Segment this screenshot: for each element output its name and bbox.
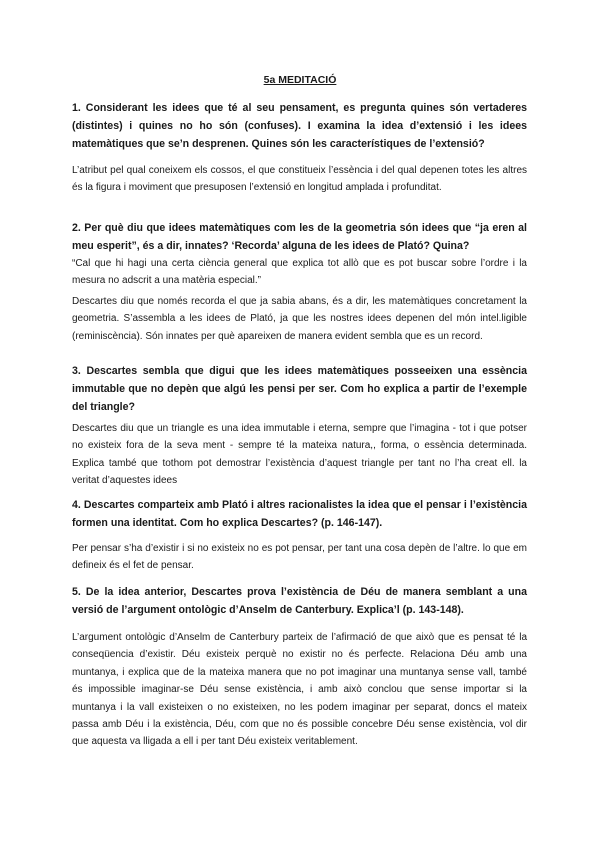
answer-1-block — [72, 162, 527, 197]
page-title: 5a MEDITACIÓ — [263, 74, 337, 86]
answer-3-block — [72, 420, 527, 490]
section-5 — [72, 583, 527, 619]
answer-1: L’atribut pel qual coneixem els cossos, el que constitueix l’essència i del qual depenen totes les altres és la figura i moviment que presuposen l’extensió en longitud amplada i profunditat. — [72, 165, 527, 194]
answer-2: Descartes diu que només recorda el que ja sabia abans, és a dir, les matemàtiques concretament la geometria. S’assembla a les idees de Plató, ja que les nostres idees depenen del món intel.ligible (reminiscència). Són innates per què apareixen de manera evident sembla que es un record. — [72, 296, 527, 342]
question-3: 3. Descartes sembla que digui que les idees matemàtiques posseeixen una essència immutable que no depèn que algú les pensi per ser. Com ho explica a partir de l’exemple del triangle? — [72, 365, 527, 413]
answer-4-block — [72, 540, 527, 575]
answer-2-block — [72, 293, 527, 345]
answer-5-block — [72, 629, 527, 751]
question-5: 5. De la idea anterior, Descartes prova l’existència de Déu de manera semblant a una versió de l’argument ontològic d’Anselm de Canterbury. Explica’l (p. 143-148). — [72, 586, 527, 616]
question-1: 1. Considerant les idees que té al seu pensament, es pregunta quines són vertaderes (distintes) i quines no ho són (confuses). I examina la idea d’extensió i les idees matemàtiques que se’n desprenen. Quines són les característiques de l’extensió? — [72, 102, 527, 150]
question-2: 2. Per què diu que idees matemàtiques com les de la geometria són idees que “ja eren al meu esperit”, és a dir, innates? ‘Recorda’ alguna de les idees de Plató? Quina? — [72, 222, 527, 252]
section-4 — [72, 496, 527, 532]
quote-2: “Cal que hi hagi una certa ciència general que explica tot allò que es pot buscar sobre l’ordre i la mesura no adscrit a una matèria especial.” — [72, 258, 527, 287]
answer-3: Descartes diu que un triangle es una idea immutable i eterna, sempre que l’imagina - tot i que potser no existeix fora de la seva ment - sempre té la mateixa natura,, forma, o essència determinada. Explica també que tothom pot demostrar l’existència d’aquest triangle per tant no l’ha creat ell. la veritat d’aquestes idees — [72, 423, 527, 487]
section-2 — [72, 219, 527, 290]
answer-5: L’argument ontològic d’Anselm de Canterbury parteix de l’afirmació de que això que es pensat té la conseqüencia d’existir. Déu existeix perquè no existir no és perfecte. Relaciona Déu amb una muntanya, i explica que de la mateixa manera que no pot imaginar una muntanya sense vall, també és impossible imaginar-se Déu sense existència, i amb això conclou que sense importar si la muntanya i la vall existeixen o no existeixen, no les podem imaginar per separat, doncs el mateix passa amb Déu i la existència, Déu, com que no és possible concebre Déu sense existència, vol dir que aquesta va lligada a ell i per tant Déu existeix veritablement. — [72, 632, 527, 748]
section-3 — [72, 362, 527, 416]
answer-4: Per pensar s’ha d’existir i si no existeix no es pot pensar, per tant una cosa depèn de l’altre. lo que em defineix és el fet de pensar. — [72, 543, 527, 572]
question-4: 4. Descartes comparteix amb Plató i altres racionalistes la idea que el pensar i l’existència formen una identitat. Com ho explica Descartes? (p. 146-147). — [72, 499, 527, 529]
section-1 — [72, 99, 527, 153]
